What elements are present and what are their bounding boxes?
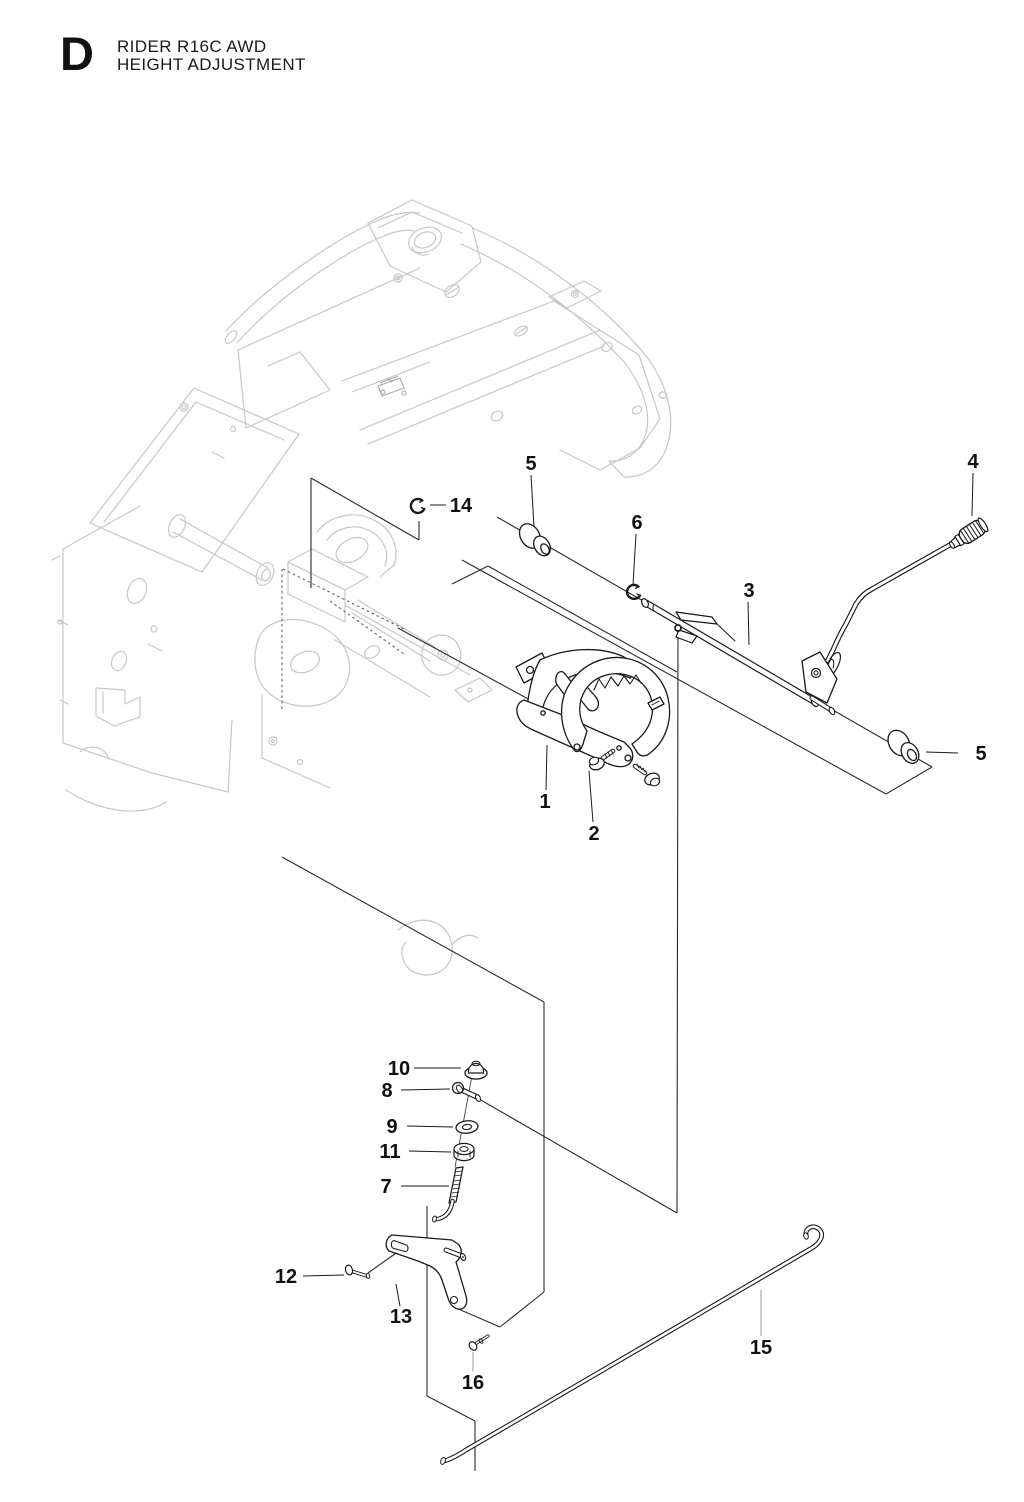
callout-12: 12	[274, 1266, 298, 1288]
callout-10: 10	[387, 1058, 411, 1080]
bushing-part5-lower	[884, 726, 923, 766]
callout-15: 15	[749, 1337, 773, 1359]
retainer-clip-part6	[627, 585, 640, 599]
callout-9: 9	[386, 1116, 398, 1138]
callout-2: 2	[588, 823, 600, 845]
knob-part4	[946, 517, 989, 553]
callout-8: 8	[381, 1080, 393, 1102]
callout-1: 1	[539, 791, 551, 813]
page-title: HEIGHT ADJUSTMENT	[117, 55, 306, 74]
adjuster-rod-part3	[640, 598, 820, 708]
screw-part12	[344, 1264, 370, 1279]
screw-part16	[468, 1336, 488, 1352]
sheet-outlines	[282, 478, 932, 1471]
callout-16: 16	[461, 1372, 485, 1394]
fastener-stack	[432, 1061, 487, 1222]
dotted-projection-lines	[282, 569, 404, 712]
callout-14: 14	[449, 495, 473, 517]
bushing-part5-upper	[515, 520, 553, 559]
chassis-ghost	[52, 200, 671, 975]
callout-6: 6	[631, 512, 643, 534]
callout-4: 4	[967, 451, 979, 473]
callout-5-upper: 5	[525, 453, 537, 475]
lever-part3	[802, 542, 955, 715]
callout-13: 13	[389, 1306, 413, 1328]
retainer-clip-part14	[411, 499, 424, 513]
model-name: RIDER R16C AWD	[117, 37, 267, 56]
latch-ghost	[378, 376, 406, 396]
callout-7: 7	[380, 1176, 392, 1198]
callout-11: 11	[379, 1141, 401, 1163]
section-letter: D	[60, 27, 94, 80]
callout-5-lower: 5	[975, 743, 987, 765]
height-sector-bracket-part1	[516, 650, 670, 767]
callout-3: 3	[743, 580, 755, 602]
